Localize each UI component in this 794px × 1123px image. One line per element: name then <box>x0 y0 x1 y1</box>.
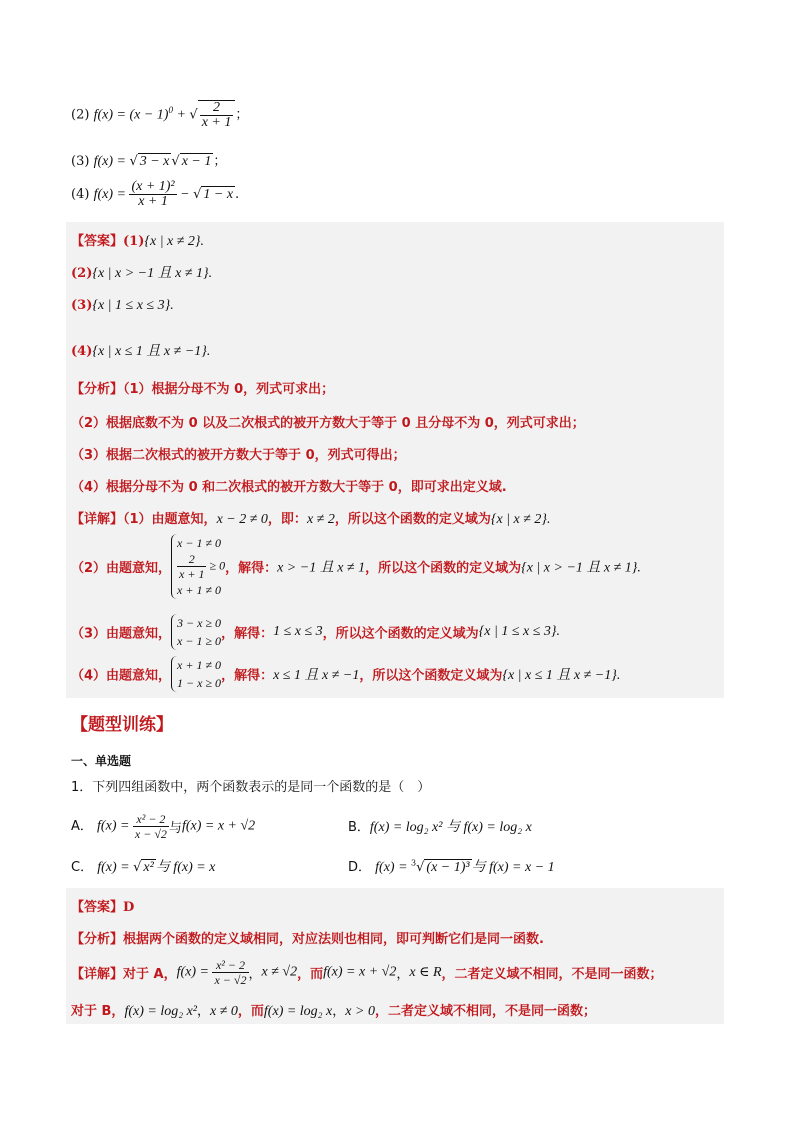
detail2-line-1: 【详解】对于 A，f(x) = $\frac{\text{x² − 2}}{x - √2}$ ，x ≠ √2，而f(x) = x + √2，x ∈ R，二者定义域不相同，不是同一函数； <box>71 958 663 987</box>
analysis-line-3: （3）根据二次根式的被开方数大于等于 0，列式可得出； <box>71 448 406 463</box>
detail-line-2: （2）由题意知， x − 1 ≠ 0 $\frac{2}{x + 1}$ ≥ 0 x + 1 ≠ 0 ，解得：x > −1 且 x ≠ 1，所以这个函数的定义域为{x | x > −1 且 x ≠ 1}. <box>71 536 641 597</box>
answer-value: D <box>123 900 135 915</box>
answer-line-1: 【答案】(1){x | x ≠ 2}. <box>71 234 205 249</box>
option-d[interactable]: D． f(x) = $^3$√ (x − 1)³ 与 f(x) = x − 1 <box>348 858 555 875</box>
question-1: 1．下列四组函数中，两个函数表示的是同一个函数的是（ ） <box>71 780 431 795</box>
answer-line-4: (4){x | x ≤ 1 且 x ≠ −1}. <box>71 344 211 359</box>
answer-line-3: (3){x | 1 ≤ x ≤ 3}. <box>71 298 174 313</box>
radicand: x − 1 <box>181 154 212 169</box>
exponent: 0 <box>168 105 173 116</box>
equation-system: x + 1 ≠ 0 1 − x ≥ 0 <box>171 656 221 692</box>
detail-line-3: （3）由题意知， 3 − x ≥ 0 x − 1 ≥ 0 ，解得：1 ≤ x ≤ 3，所以这个函数的定义域为{x | 1 ≤ x ≤ 3}. <box>71 616 561 648</box>
formula: f(x) = (x − 1) <box>93 107 169 123</box>
analysis-line-2: （2）根据底数不为 0 以及二次根式的被开方数大于等于 0 且分母不为 0，列式可求出； <box>71 416 585 431</box>
analysis2-line: 【分析】根据两个函数的定义域相同，对应法则也相同，即可判断它们是同一函数. <box>71 932 544 947</box>
detail-line-1: 【详解】（1）由题意知，x − 2 ≠ 0，即：x ≠ 2，所以这个函数的定义域为{x | x ≠ 2}. <box>71 512 551 527</box>
fraction: $\frac{\text{(x + 1)²}}{x + 1}$ <box>131 179 175 209</box>
item-2: (2) $f(x) = (x - 1)^0$ + √ $\frac{2}{x + 1}$ ； <box>71 100 249 130</box>
equation-system: 3 − x ≥ 0 x − 1 ≥ 0 <box>171 614 221 650</box>
detail-line-4: （4）由题意知， x + 1 ≠ 0 1 − x ≥ 0 ，解得：x ≤ 1 且 x ≠ −1，所以这个函数定义域为{x | x ≤ 1 且 x ≠ −1}. <box>71 658 621 690</box>
equation-system: x − 1 ≠ 0 $\frac{2}{x + 1}$ ≥ 0 x + 1 ≠ 0 <box>171 534 225 599</box>
analysis-line-1: 【分析】（1）根据分母不为 0，列式可求出； <box>71 382 335 397</box>
option-a[interactable]: A． f(x) = $\frac{\text{x² − 2}}{x - √2}$ 与f(x) = x + √2 <box>71 812 256 841</box>
operator: + <box>172 107 190 123</box>
option-c[interactable]: C． f(x) = √ x² 与 f(x) = x <box>71 860 216 875</box>
fraction: $\frac{2}{x + 1}$ <box>198 100 236 130</box>
answer-line-2: (2){x | x > −1 且 x ≠ 1}. <box>71 266 213 281</box>
detail2-line-2: 对于 B，f(x) = log₂ x²，x ≠ 0，而f(x) = log₂ x，x > 0，二者定义域不相同，不是同一函数； <box>71 1004 596 1019</box>
section-subtitle: 一、单选题 <box>71 754 132 768</box>
radicand: 3 − x <box>139 154 170 169</box>
section-title: 【题型训练】 <box>71 715 173 735</box>
answer2-line: 【答案】D <box>71 900 135 915</box>
detail-tag: 【详解】 <box>71 512 124 527</box>
fraction: $\frac{\text{x² − 2}}{x - √2}$ <box>134 812 167 841</box>
option-b[interactable]: B．f(x) = log₂ x² 与 f(x) = log₂ x <box>348 820 532 835</box>
item-3: (3) f(x) = √ 3 − x √ x − 1 ； <box>71 154 227 169</box>
analysis-line-4: （4）根据分母不为 0 和二次根式的被开方数大于等于 0，即可求出定义域. <box>71 480 507 495</box>
item-4: (4) f(x) = $\frac{\text{(x + 1)²}}{x + 1}$ − √ 1 − x . <box>71 179 240 209</box>
analysis-tag: 【分析】 <box>71 382 124 397</box>
item-index: (2) <box>71 107 90 123</box>
answer-tag: 【答案】 <box>71 234 124 249</box>
